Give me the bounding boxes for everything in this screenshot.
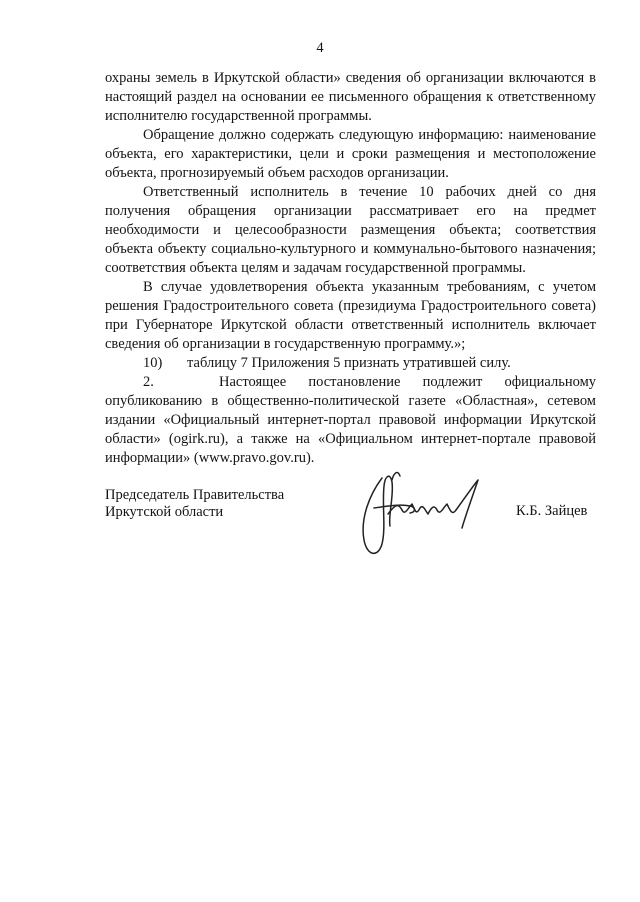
page-number: 4 [316, 40, 324, 56]
section-item-number: 2. [143, 374, 154, 390]
paragraph-review-period: Ответственный исполнитель в течение 10 рабочих дней со дня получения обращения организации рассматривает его на предмет необходимости и целесообразности размещения объекта; соответствия объекта объекту социально-культурного и коммунально-бытового назначения; соответствия объекта целям и задачам государственной программы. [105, 184, 596, 276]
signatory-name: К.Б. Зайцев [516, 503, 588, 519]
section-item-2 [105, 373, 596, 468]
paragraph-land-protection: охраны земель в Иркутской области» сведения об организации включаются в настоящий раздел на основании ее письменного обращения к ответственному исполнителю государственной программы. [105, 70, 596, 124]
list-item-text: таблицу 7 Приложения 5 признать утратившей силу. [187, 355, 511, 371]
paragraph-inclusion-decision: В случае удовлетворения объекта указанным требованиям, с учетом решения Градостроительного совета (президиума Градостроительного совета) при Губернаторе Иркутской области ответственный исполнитель включает сведения об организации в государственную программу.»; [105, 279, 596, 352]
document-body [105, 69, 596, 468]
handwritten-signature [352, 466, 488, 561]
list-item-number: 10) [143, 355, 163, 371]
paragraph-request-content: Обращение должно содержать следующую информацию: наименование объекта, его характеристики, цели и сроки размещения и местоположение объекта, прогнозируемый объем расходов организации. [105, 127, 596, 181]
list-item-10 [105, 354, 596, 373]
signatory-title [105, 487, 284, 520]
signatory-title-line-1: Председатель Правительства [105, 487, 285, 503]
signatory-title-line-2: Иркутской области [105, 503, 224, 520]
section-item-text: Настоящее постановление подлежит официальному опубликованию в общественно-политической газете «Областная», сетевом издании «Официальный интернет-портал правовой информации Иркутской области» (ogirk.ru), а также на «Официальном интернет-портале правовой информации» (www.pravo.gov.ru). [105, 374, 596, 466]
